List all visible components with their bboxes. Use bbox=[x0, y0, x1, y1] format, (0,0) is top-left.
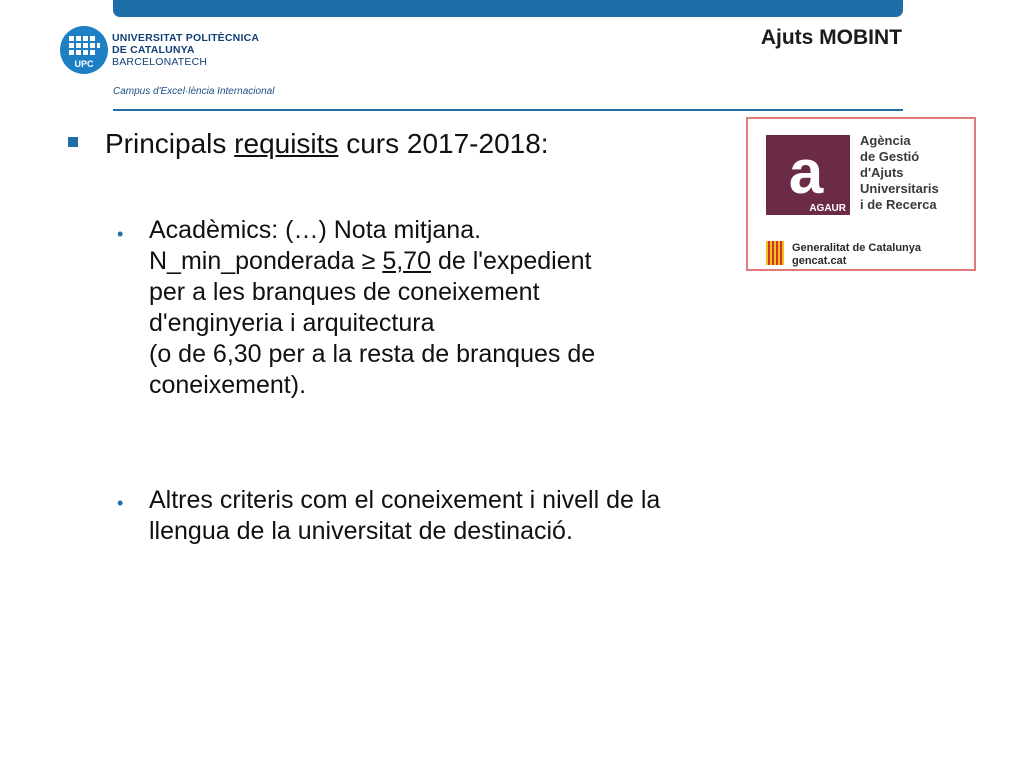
header-top-bar bbox=[113, 0, 903, 17]
bullet2-line1: Altres criteris com el coneixement i nivell de la bbox=[149, 486, 661, 514]
bullet1-text bbox=[149, 215, 749, 401]
university-name-line1: UNIVERSITAT POLITÈCNICA bbox=[112, 32, 260, 44]
university-name-line3: BARCELONATECH bbox=[112, 56, 208, 68]
agaur-mark-icon bbox=[766, 135, 850, 215]
bullet1-line1: Acadèmics: (…) Nota mitjana. bbox=[149, 216, 482, 244]
bullet1-line2: N_min_ponderada ≥ 5,70 de l'expedient bbox=[149, 247, 592, 275]
agaur-name-line: de Gestió bbox=[860, 149, 920, 164]
bullet1-threshold: 5,70 bbox=[382, 247, 431, 275]
agaur-name-line: d'Ajuts bbox=[860, 165, 904, 180]
header-divider bbox=[113, 109, 903, 111]
heading-underlined: requisits bbox=[234, 128, 339, 159]
gencat-line2: gencat.cat bbox=[792, 255, 847, 267]
campus-tagline: Campus d'Excel·lència Internacional bbox=[113, 86, 275, 97]
university-name bbox=[112, 32, 259, 68]
agaur-logo bbox=[746, 117, 976, 271]
bullet2-line2: llengua de la universitat de destinació. bbox=[149, 517, 573, 545]
bullet1-icon: • bbox=[117, 224, 124, 244]
heading-bullet-icon bbox=[68, 137, 78, 147]
bullet1-line4: d'enginyeria i arquitectura bbox=[149, 309, 435, 337]
agaur-mark-caption: AGAUR bbox=[809, 203, 846, 214]
bullet1-line6: coneixement). bbox=[149, 371, 307, 399]
gencat-text bbox=[792, 242, 962, 268]
agaur-mark-letter: a bbox=[788, 138, 824, 207]
agaur-name-line: i de Recerca bbox=[860, 197, 937, 212]
deck-title: Ajuts MOBINT bbox=[760, 26, 902, 49]
bullet1-line5: (o de 6,30 per a la resta de branques de bbox=[149, 340, 596, 368]
university-name-line2: DE CATALUNYA bbox=[112, 44, 195, 56]
upc-logo-text: UPC bbox=[74, 59, 94, 69]
gencat-line1: Generalitat de Catalunya bbox=[792, 242, 921, 254]
heading-suffix: curs 2017-2018: bbox=[338, 128, 549, 159]
agaur-name-line: Universitaris bbox=[860, 181, 939, 196]
bullet2-icon: • bbox=[117, 493, 124, 513]
slide-heading bbox=[105, 127, 549, 161]
gencat-flag-icon bbox=[766, 241, 784, 265]
agaur-name bbox=[860, 133, 939, 213]
agaur-name-line: Agència bbox=[860, 133, 911, 148]
upc-logo bbox=[60, 26, 108, 74]
heading-prefix: Principals bbox=[105, 128, 235, 159]
bullet2-text bbox=[149, 485, 809, 547]
bullet1-line3: per a les branques de coneixement bbox=[149, 278, 540, 306]
